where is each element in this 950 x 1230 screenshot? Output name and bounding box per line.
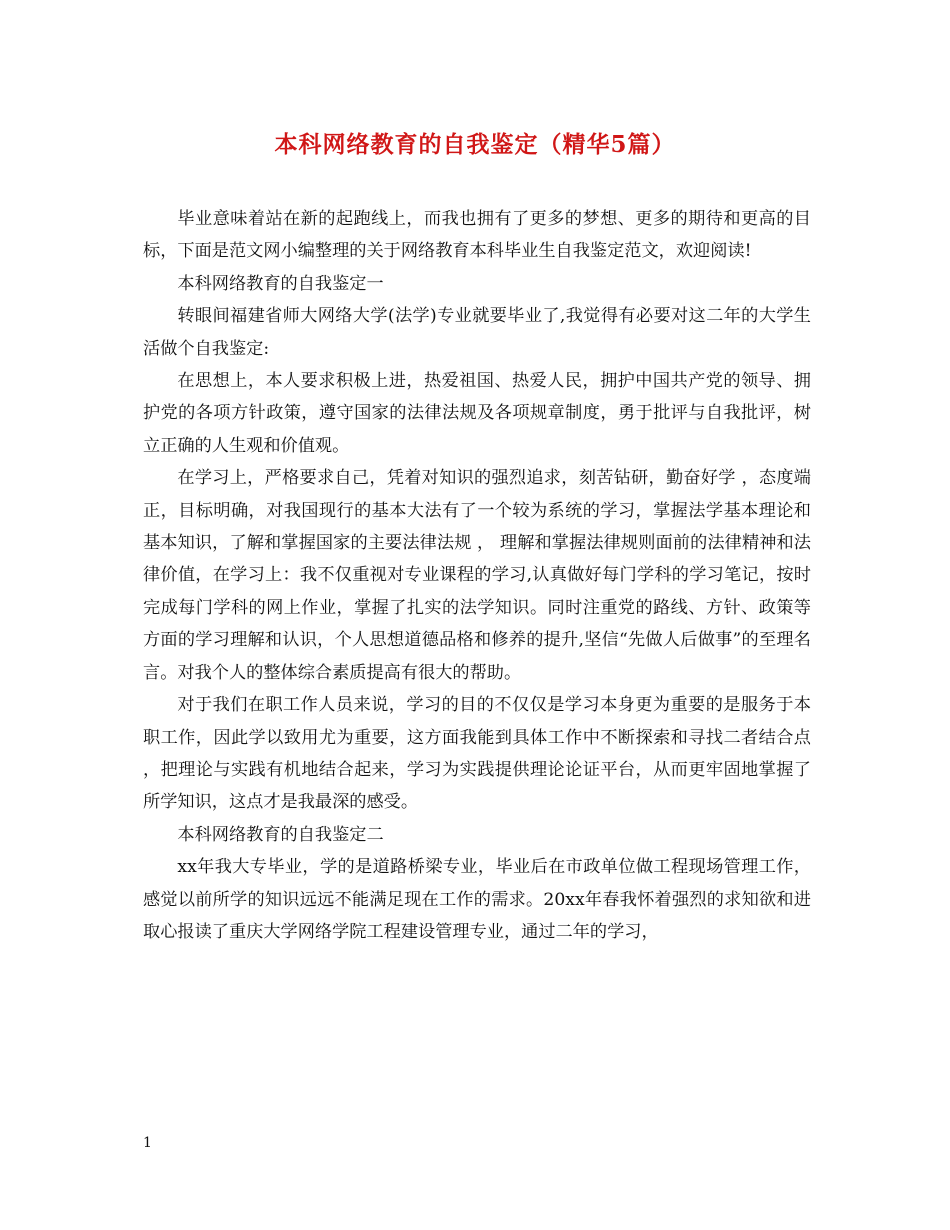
page-number: 1 bbox=[143, 1135, 152, 1151]
section-heading-two: 本科网络教育的自我鉴定二 bbox=[177, 824, 384, 845]
body-paragraph: 在学习上，严格要求自己，凭着对知识的强烈追求，刻苦钻研，勤奋好学 ，态度端正，目标明确，对我国现行的基本大法有了一个较为系统的学习，掌握法学基本理论和基本知识，了解和掌握国家的主要法律法规 ， 理解和掌握法律规则面前的法律精神和法律价值，在学习上：我不仅重视对专业课程的学习,认真做好每门学科的学习笔记，按时完成每门学科的网上作业，掌握了扎实的法学知识。同时注重党的路线、方针、政策等方面的学习理解和认识，个人思想道德品格和修养的提升,坚信“先做人后做事”的至理名言。对我个人的整体综合素质提高有很大的帮助。 bbox=[143, 468, 811, 683]
document-body bbox=[143, 203, 811, 948]
body-paragraph: 在思想上，本人要求积极上进，热爱祖国、热爱人民，拥护中国共产党的领导、拥护党的各项方针政策，遵守国家的法律法规及各项规章制度，勇于批评与自我批评，树立正确的人生观和价值观。 bbox=[143, 371, 811, 456]
body-paragraph: 对于我们在职工作人员来说，学习的目的不仅仅是学习本身更为重要的是服务于本职工作，因此学以致用尤为重要，这方面我能到具体工作中不断探索和寻找二者结合点 ，把理论与实践有机地结合起来，学习为实践提供理论论证平台，从而更牢固地掌握了所学知识，这点才是我最深的感受。 bbox=[143, 695, 811, 813]
intro-paragraph: 毕业意味着站在新的起跑线上，而我也拥有了更多的梦想、更多的期待和更高的目标，下面是范文网小编整理的关于网络教育本科毕业生自我鉴定范文，欢迎阅读! bbox=[143, 209, 811, 262]
body-paragraph: xx年我大专毕业，学的是道路桥梁专业，毕业后在市政单位做工程现场管理工作，感觉以前所学的知识远远不能满足现在工作的需求。20xx年春我怀着强烈的求知欲和进取心报读了重庆大学网络学院工程建设管理专业，通过二年的学习， bbox=[143, 857, 811, 942]
body-paragraph: 转眼间福建省师大网络大学(法学)专业就要毕业了,我觉得有必要对这二年的大学生活做个自我鉴定: bbox=[143, 306, 811, 359]
page-title: 本科网络教育的自我鉴定（精华5篇） bbox=[274, 131, 676, 158]
section-heading-one: 本科网络教育的自我鉴定一 bbox=[177, 273, 384, 294]
